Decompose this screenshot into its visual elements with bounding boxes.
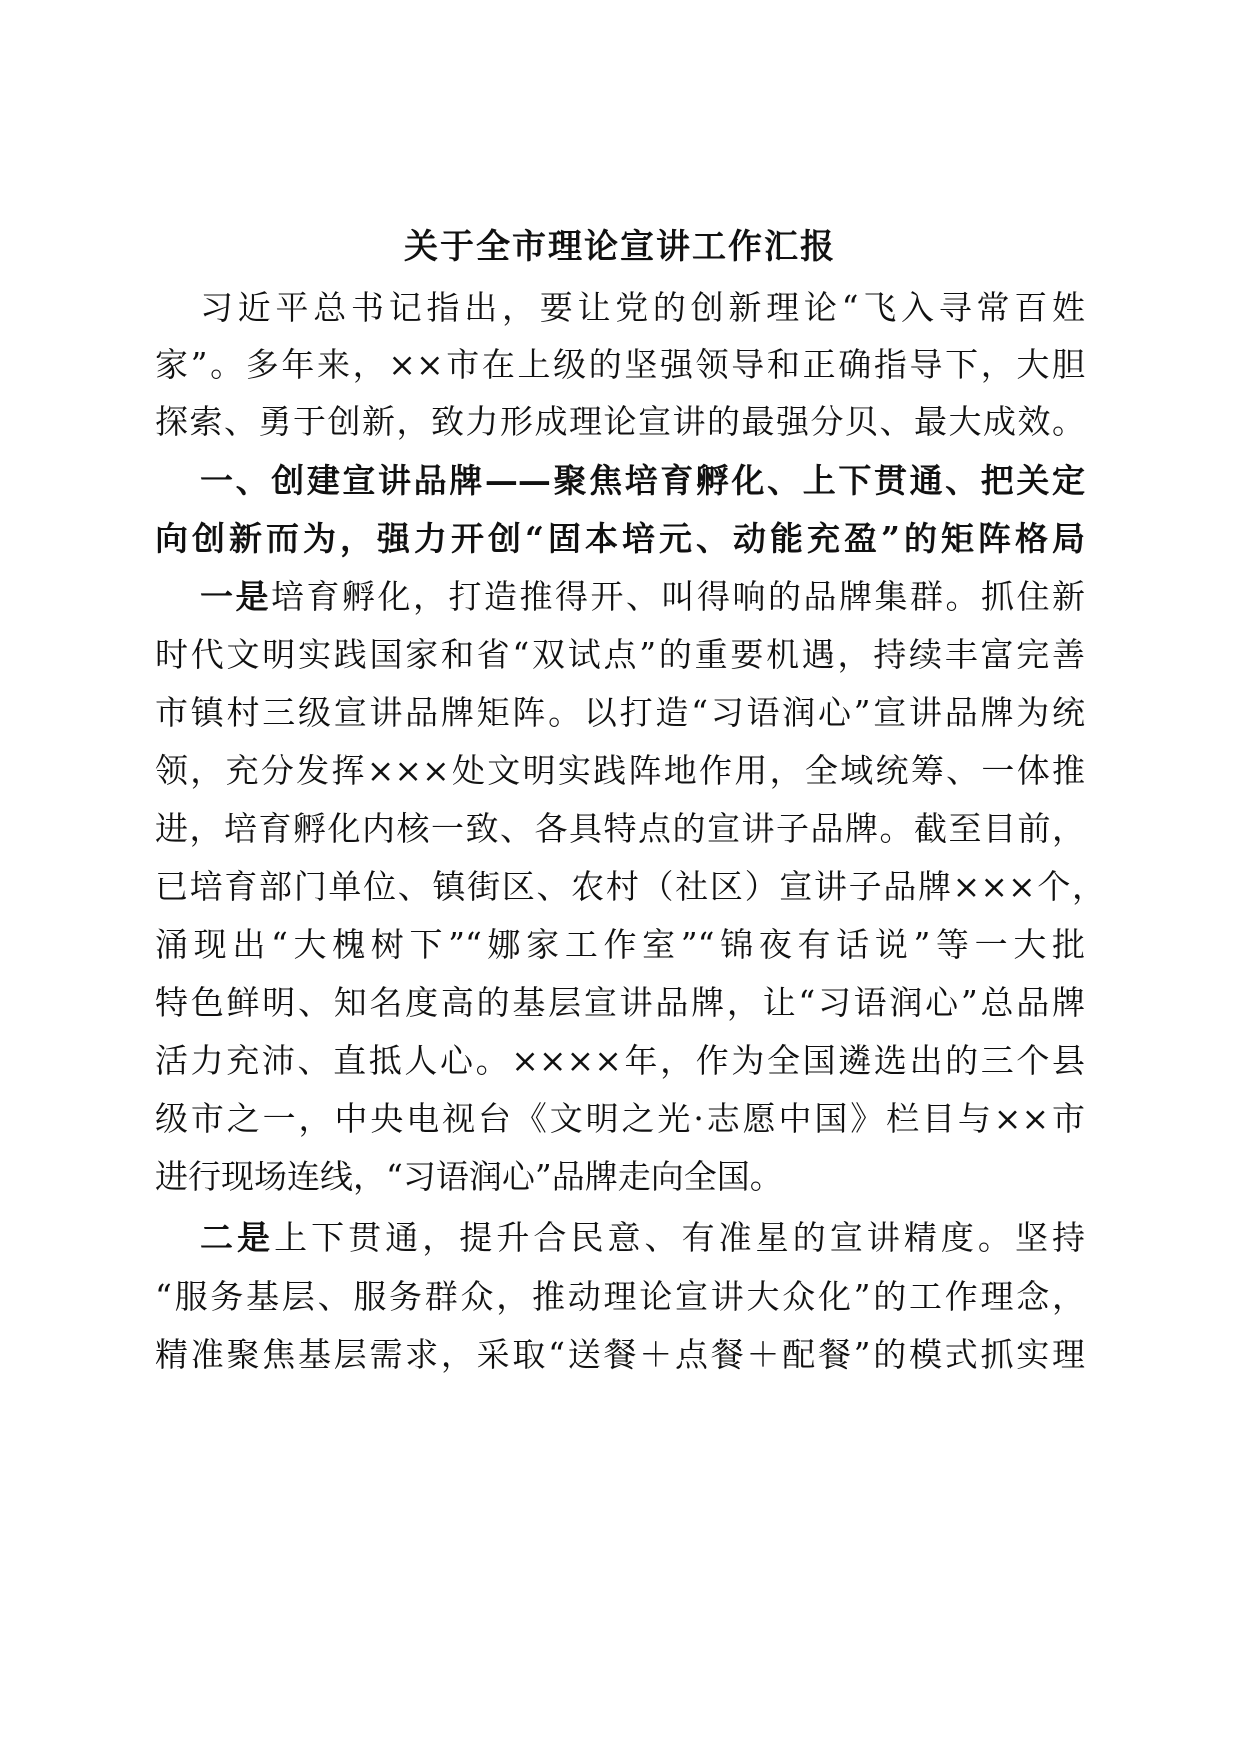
point2-line: 精准聚焦基层需求，采取“送餐＋点餐＋配餐”的模式抓实理 xyxy=(155,1335,1085,1374)
point1-line: 涌现出“大槐树下”“娜家工作室”“锦夜有话说”等一大批 xyxy=(155,925,1085,964)
point1-line: 级市之一，中央电视台《文明之光·志愿中国》栏目与××市 xyxy=(155,1099,1085,1138)
point2-first-line xyxy=(200,1213,1085,1263)
point1-lead: 一是 xyxy=(200,577,271,616)
point1-line-last: 进行现场连线，“习语润心”品牌走向全国。 xyxy=(155,1157,783,1196)
point1-line: 已培育部门单位、镇街区、农村（社区）宣讲子品牌×××个， xyxy=(155,867,1105,906)
intro-line-1: 习近平总书记指出，要让党的创新理论“飞入寻常百姓 xyxy=(200,288,1085,327)
point1-line: 进，培育孵化内核一致、各具特点的宣讲子品牌。截至目前， xyxy=(155,809,1085,848)
point2-line: “服务基层、服务群众，推动理论宣讲大众化”的工作理念， xyxy=(155,1277,1085,1316)
point1-line: 活力充沛、直抵人心。××××年，作为全国遴选出的三个县 xyxy=(155,1041,1085,1080)
point1-line: 时代文明实践国家和省“双试点”的重要机遇，持续丰富完善 xyxy=(155,635,1085,674)
point1-first-line xyxy=(200,572,1085,622)
intro-line-3: 探索、勇于创新，致力形成理论宣讲的最强分贝、最大成效。 xyxy=(155,402,1085,441)
section-heading-line-2: 向创新而为，强力开创“固本培元、动能充盈”的矩阵格局 xyxy=(155,519,1085,558)
document-title: 关于全市理论宣讲工作汇报 xyxy=(404,227,836,267)
section-heading-line-1: 一、创建宣讲品牌——聚焦培育孵化、上下贯通、把关定 xyxy=(200,461,1085,500)
point2-lead: 二是 xyxy=(200,1218,275,1257)
intro-line-2: 家”。多年来，××市在上级的坚强领导和正确指导下，大胆 xyxy=(155,345,1085,384)
point2-first-line-text: 上下贯通，提升合民意、有准星的宣讲精度。坚持 xyxy=(274,1218,1086,1257)
point1-line: 市镇村三级宣讲品牌矩阵。以打造“习语润心”宣讲品牌为统 xyxy=(155,693,1085,732)
point1-first-line-text: 培育孵化，打造推得开、叫得响的品牌集群。抓住新 xyxy=(271,577,1085,616)
point1-line: 特色鲜明、知名度高的基层宣讲品牌，让“习语润心”总品牌 xyxy=(155,983,1085,1022)
point1-line: 领，充分发挥×××处文明实践阵地作用，全域统筹、一体推 xyxy=(155,751,1085,790)
